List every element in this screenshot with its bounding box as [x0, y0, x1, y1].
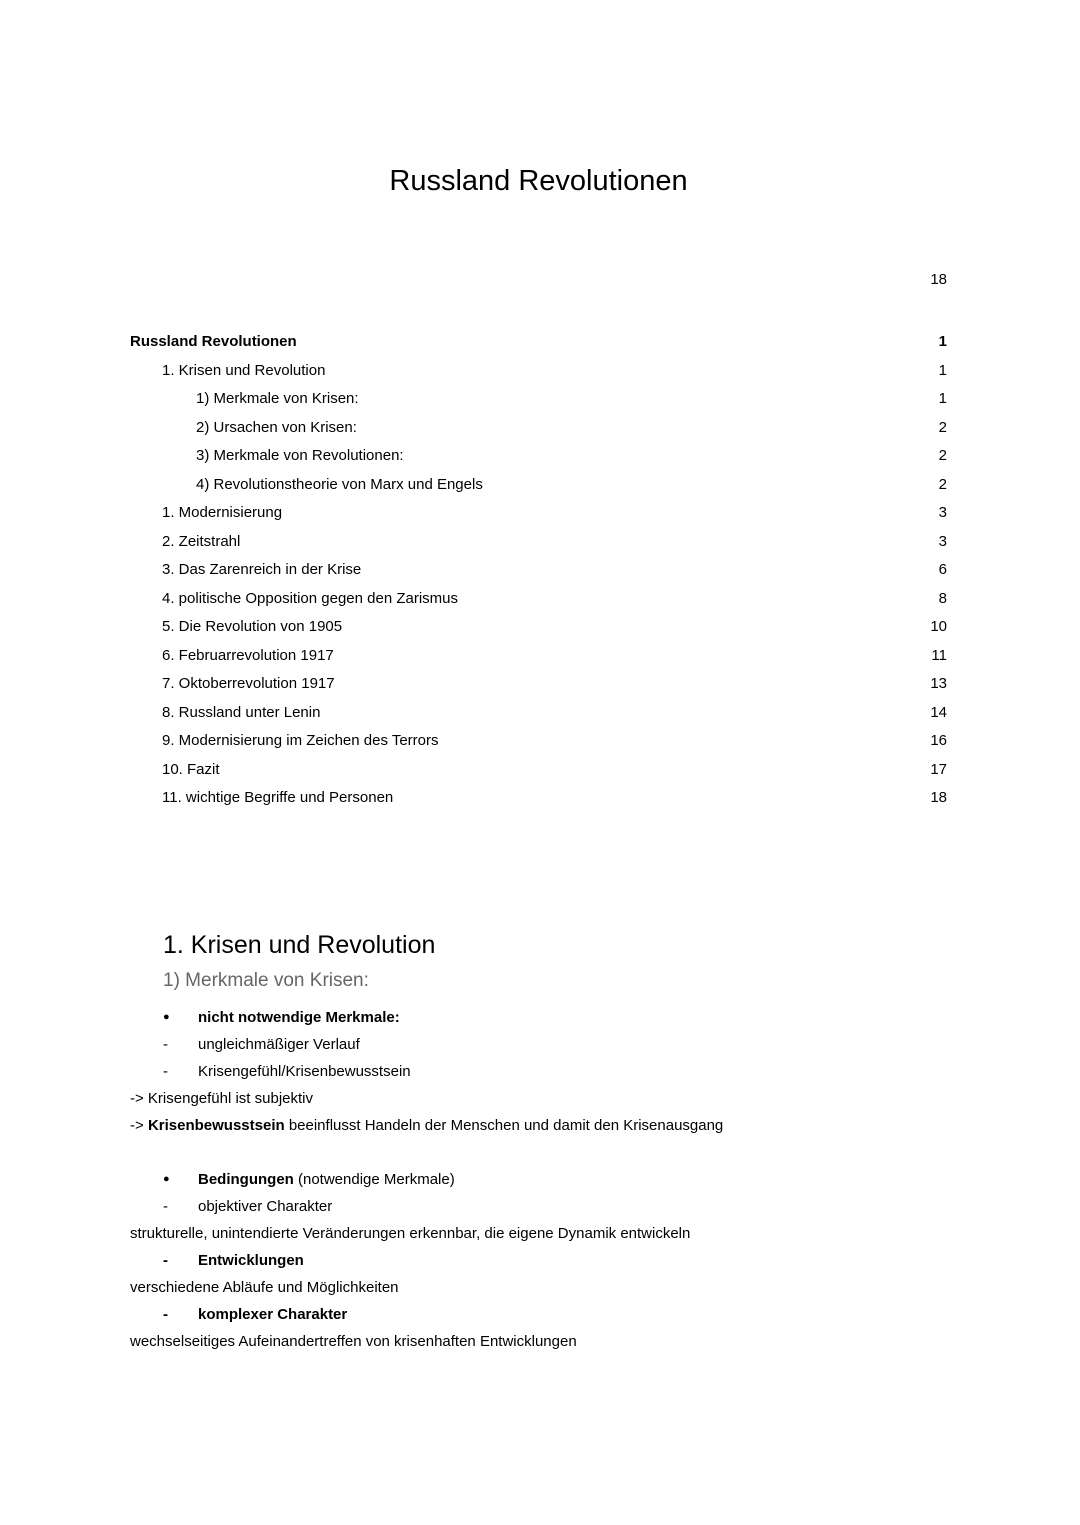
toc-entry-label: 7. Oktoberrevolution 1917 — [162, 675, 335, 692]
top-page-number: 18 — [930, 271, 947, 288]
toc-entry-page: 1 — [938, 361, 947, 379]
bullet-item-text: nicht notwendige Merkmale: — [198, 1008, 400, 1026]
bullet-icon: ● — [163, 1172, 170, 1185]
toc-entry-page: 13 — [930, 675, 947, 692]
arrow-note — [130, 1112, 947, 1139]
toc-entry-page: 11 — [931, 646, 947, 664]
toc-entry-page: 3 — [938, 532, 947, 550]
toc-entry-label: 1. Krisen und Revolution — [162, 361, 326, 379]
paragraph: verschiedene Abläufe und Möglichkeiten — [130, 1278, 399, 1296]
section-subheading: 1) Merkmale von Krisen: — [163, 969, 369, 991]
section-heading: 1. Krisen und Revolution — [163, 930, 436, 959]
toc-entry-label: Russland Revolutionen — [130, 333, 297, 350]
arrow-note-bold: Krisenbewusstsein — [147, 1116, 285, 1134]
dash-item-text: komplexer Charakter — [198, 1305, 348, 1323]
dash-icon: - — [163, 1197, 168, 1215]
bullet-item-text — [198, 1166, 947, 1193]
document-title: Russland Revolutionen — [389, 165, 688, 197]
toc-entry-label: 9. Modernisierung im Zeichen des Terrors — [162, 732, 439, 749]
bullet-icon: ● — [163, 1010, 170, 1023]
dash-icon: - — [163, 1305, 168, 1323]
bullet-item — [130, 1004, 947, 1031]
toc-entry-label: 5. Die Revolution von 1905 — [162, 618, 343, 635]
toc-entry-page: 2 — [938, 475, 947, 493]
arrow-note: -> Krisengefühl ist subjektiv — [130, 1089, 314, 1107]
toc-entry-page: 14 — [930, 703, 947, 721]
toc-entry[interactable] — [130, 784, 947, 813]
toc-entry[interactable] — [130, 442, 947, 471]
toc-entry-label: 3) Merkmale von Revolutionen: — [196, 447, 404, 464]
section-body — [130, 1004, 947, 1355]
toc-entry-label: 2. Zeitstrahl — [162, 532, 241, 550]
bullet-item-bold: Bedingungen — [198, 1170, 294, 1188]
dash-item — [130, 1301, 947, 1328]
toc-entry[interactable] — [130, 756, 947, 785]
toc-entry-page: 17 — [930, 760, 947, 778]
bullet-item — [130, 1166, 947, 1193]
dash-item-text: Krisengefühl/Krisenbewusstsein — [198, 1062, 411, 1080]
toc-entry-page: 16 — [930, 732, 947, 749]
toc-entry-page: 2 — [938, 418, 947, 436]
dash-item — [130, 1031, 947, 1058]
toc-entry-label: 3. Das Zarenreich in der Krise — [162, 561, 362, 578]
toc-entry-page: 8 — [938, 589, 947, 607]
toc-entry-label: 4) Revolutionstheorie von Marx und Engels — [196, 475, 483, 493]
toc-entry-label: 1) Merkmale von Krisen: — [196, 390, 359, 407]
blank-line — [130, 1139, 947, 1166]
toc-entry[interactable] — [130, 642, 947, 671]
toc-entry-label: 8. Russland unter Lenin — [162, 703, 321, 721]
toc-entry[interactable] — [130, 499, 947, 528]
dash-item-text: Entwicklungen — [198, 1251, 304, 1269]
dash-item-text: ungleichmäßiger Verlauf — [198, 1035, 360, 1053]
toc-entry[interactable] — [130, 699, 947, 728]
toc-entry-label: 4. politische Opposition gegen den Zarismus — [162, 589, 459, 607]
dash-icon: - — [163, 1035, 168, 1053]
toc-entry[interactable] — [130, 414, 947, 443]
toc-entry[interactable] — [130, 385, 947, 414]
table-of-contents — [130, 328, 947, 813]
bullet-item-rest: (notwendige Merkmale) — [293, 1170, 455, 1188]
toc-entry-label: 6. Februarrevolution 1917 — [162, 646, 334, 664]
toc-entry[interactable] — [130, 471, 947, 500]
toc-entry-label: 11. wichtige Begriffe und Personen — [162, 789, 394, 806]
toc-entry[interactable] — [130, 556, 947, 585]
toc-entry[interactable] — [130, 328, 947, 357]
toc-entry[interactable] — [130, 613, 947, 642]
toc-entry-page: 1 — [938, 390, 947, 407]
dash-item — [130, 1058, 947, 1085]
dash-item — [130, 1247, 947, 1274]
toc-entry[interactable] — [130, 357, 947, 386]
dash-item — [130, 1193, 947, 1220]
toc-entry[interactable] — [130, 727, 947, 756]
paragraph: wechselseitiges Aufeinandertreffen von krisenhaften Entwicklungen — [130, 1332, 577, 1350]
toc-entry-label: 10. Fazit — [162, 760, 220, 778]
arrow-note-rest: beeinflusst Handeln der Menschen und damit den Krisenausgang — [284, 1116, 724, 1134]
dash-item-text: objektiver Charakter — [198, 1197, 333, 1215]
toc-entry-label: 1. Modernisierung — [162, 504, 283, 521]
paragraph: strukturelle, unintendierte Veränderungen erkennbar, die eigene Dynamik entwickeln — [130, 1224, 691, 1242]
toc-entry-page: 1 — [938, 333, 947, 350]
toc-entry[interactable] — [130, 670, 947, 699]
dash-icon: - — [163, 1251, 168, 1269]
toc-entry-page: 2 — [938, 447, 947, 464]
toc-entry[interactable] — [130, 585, 947, 614]
toc-entry-page: 3 — [938, 504, 947, 521]
toc-entry-page: 10 — [930, 618, 947, 635]
toc-entry-page: 18 — [930, 789, 947, 806]
toc-entry-label: 2) Ursachen von Krisen: — [196, 418, 357, 436]
toc-entry-page: 6 — [938, 561, 947, 578]
toc-entry[interactable] — [130, 528, 947, 557]
arrow-note-prefix: -> — [130, 1116, 148, 1134]
dash-icon: - — [163, 1062, 168, 1080]
